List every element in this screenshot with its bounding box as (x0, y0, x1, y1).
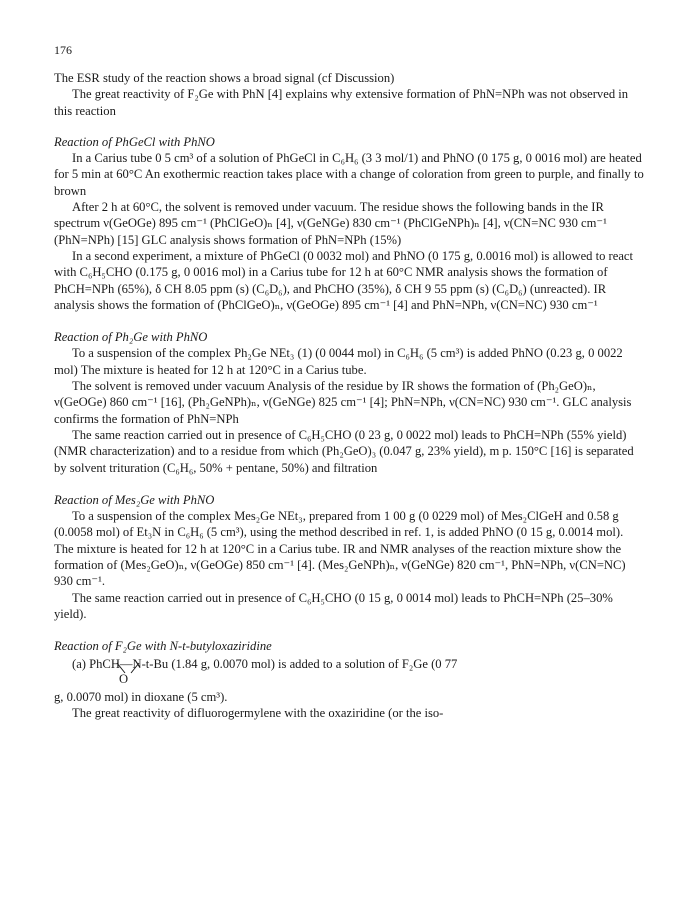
paragraph-mes2ge-benzaldehyde: The same reaction carried out in presence of C₆H₅CHO (0 15 g, 0 0014 mol) leads to PhCH=NPh (25–30% yield). (54, 590, 613, 621)
paragraph-ph2ge-ir: The solvent is removed under vacuum Analysis of the residue by IR shows the formation of (Ph₂GeO)ₙ, ν(GeOGe) 860 cm⁻¹ [16], (Ph₂GeNPh)ₙ, ν(GeNGe) 825 cm⁻¹ [4]; PhN=NPh, ν(CN=NC) 930 cm⁻¹. GLC analysis confirms the formation of PhN=NPh (54, 379, 632, 426)
oxaziridine-formula-text: (a) PhCH—N-t-Bu (1.84 g, 0.0070 mol) is added to a solution of F₂Ge (0 77 (72, 656, 458, 671)
section-heading-f2ge-oxaziridine: Reaction of F₂Ge with N-t-butyloxaziridine (54, 639, 272, 654)
paragraph-phgecl-second-experiment: In a second experiment, a mixture of PhGeCl (0 0032 mol) and PhNO (0 175 g, 0.0016 mol) is allowed to react with C₆H₅CHO (0.175 g, 0 0016 mol) in a Carius tube for 12 h at 60°C NMR analysis shows the formation of PhCH=NPh (65%), δ CH 8.05 ppm (s) (C₆D₆), and PhCHO (35%), δ CH 9 55 ppm (s) (C₆D₆) (unreacted). IR analysis shows the formation of (PhClGeO)ₙ, ν(GeOGe) 895 cm⁻¹ [4] and PhN=NPh, ν(CN=NC) 930 cm⁻¹ (54, 248, 634, 312)
paragraph-esr: The ESR study of the reaction shows a broad signal (cf Discussion) (54, 71, 395, 85)
oxaziridine-formula-line (54, 656, 644, 689)
article-body (54, 70, 644, 721)
section-heading-mes2ge: Reaction of Mes₂Ge with PhNO (54, 492, 215, 507)
paragraph-phgecl-carius: In a Carius tube 0 5 cm³ of a solution of PhGeCl in C₆H₆ (3 3 mol/1) and PhNO (0 175 g, 0 0016 mol) are heated for 5 min at 60°C An exothermic reaction takes place with a change of coloration from green to purple, and finally to brown (54, 151, 644, 198)
paragraph-phgecl-ir: After 2 h at 60°C, the solvent is removed under vacuum. The residue shows the following bands in the IR spectrum ν(GeOGe) 895 cm⁻¹ (PhClGeO)ₙ [4], ν(GeNGe) 830 cm⁻¹ (PhClGeNPh)ₙ [4], ν(CN=NC 930 cm⁻¹ (PhN=NPh) [15] GLC analysis shows formation of PhN=NPh (15%) (54, 200, 607, 247)
section-heading-phgecl: Reaction of PhGeCl with PhNO (54, 134, 215, 149)
section-heading-ph2ge: Reaction of Ph₂Ge with PhNO (54, 330, 208, 345)
paragraph-ph2ge-suspension: To a suspension of the complex Ph₂Ge NEt₃ (1) (0 0044 mol) in C₆H₆ (5 cm³) is added PhNO (0.23 g, 0 0022 mol) The mixture is heated for 12 h at 120°C in a Carius tube. (54, 346, 623, 377)
paragraph-difluorogermylene-reactivity: The great reactivity of difluorogermylene with the oxaziridine (or the iso- (72, 705, 444, 720)
paragraph-f2ge-solution-cont: g, 0.0070 mol) in dioxane (5 cm³). (54, 689, 228, 704)
paragraph-f2ge-reactivity: The great reactivity of F₂Ge with PhN [4] explains why extensive formation of PhN=NPh was not observed in this reaction (54, 87, 629, 118)
page-number: 176 (54, 43, 72, 57)
oxaziridine-ring-oxygen: O (119, 671, 129, 686)
paragraph-ph2ge-benzaldehyde: The same reaction carried out in presence of C₆H₅CHO (0 23 g, 0 0022 mol) leads to PhCH=NPh (55% yield) (NMR characterization) and to a residue from which (Ph₂GeO)₃ (0.047 g, 23% yield), m p. 150°C [16] is separated by solvent trituration (C₆H₆, 50% + pentane, 50%) and filtration (54, 427, 634, 475)
paragraph-mes2ge-suspension: To a suspension of the complex Mes₂Ge NEt₃, prepared from 1 00 g (0 0229 mol) of Mes₂ClGeH and 0.58 g (0.0058 mol) of Et₃N in C₆H₆ (5 cm³), using the method described in ref. 1, is added PhNO (0 15 g, 0.0014 mol). The mixture is heated for 12 h at 120°C in a Carius tube. IR and NMR analyses of the reaction mixture show the formation of (Mes₂GeO)ₙ, ν(GeOGe) 850 cm⁻¹ [4]. (Mes₂GeNPh)ₙ, ν(GeNGe) 820 cm⁻¹, PhN=NPh, ν(CN=NC) 930 cm⁻¹. (54, 509, 626, 589)
